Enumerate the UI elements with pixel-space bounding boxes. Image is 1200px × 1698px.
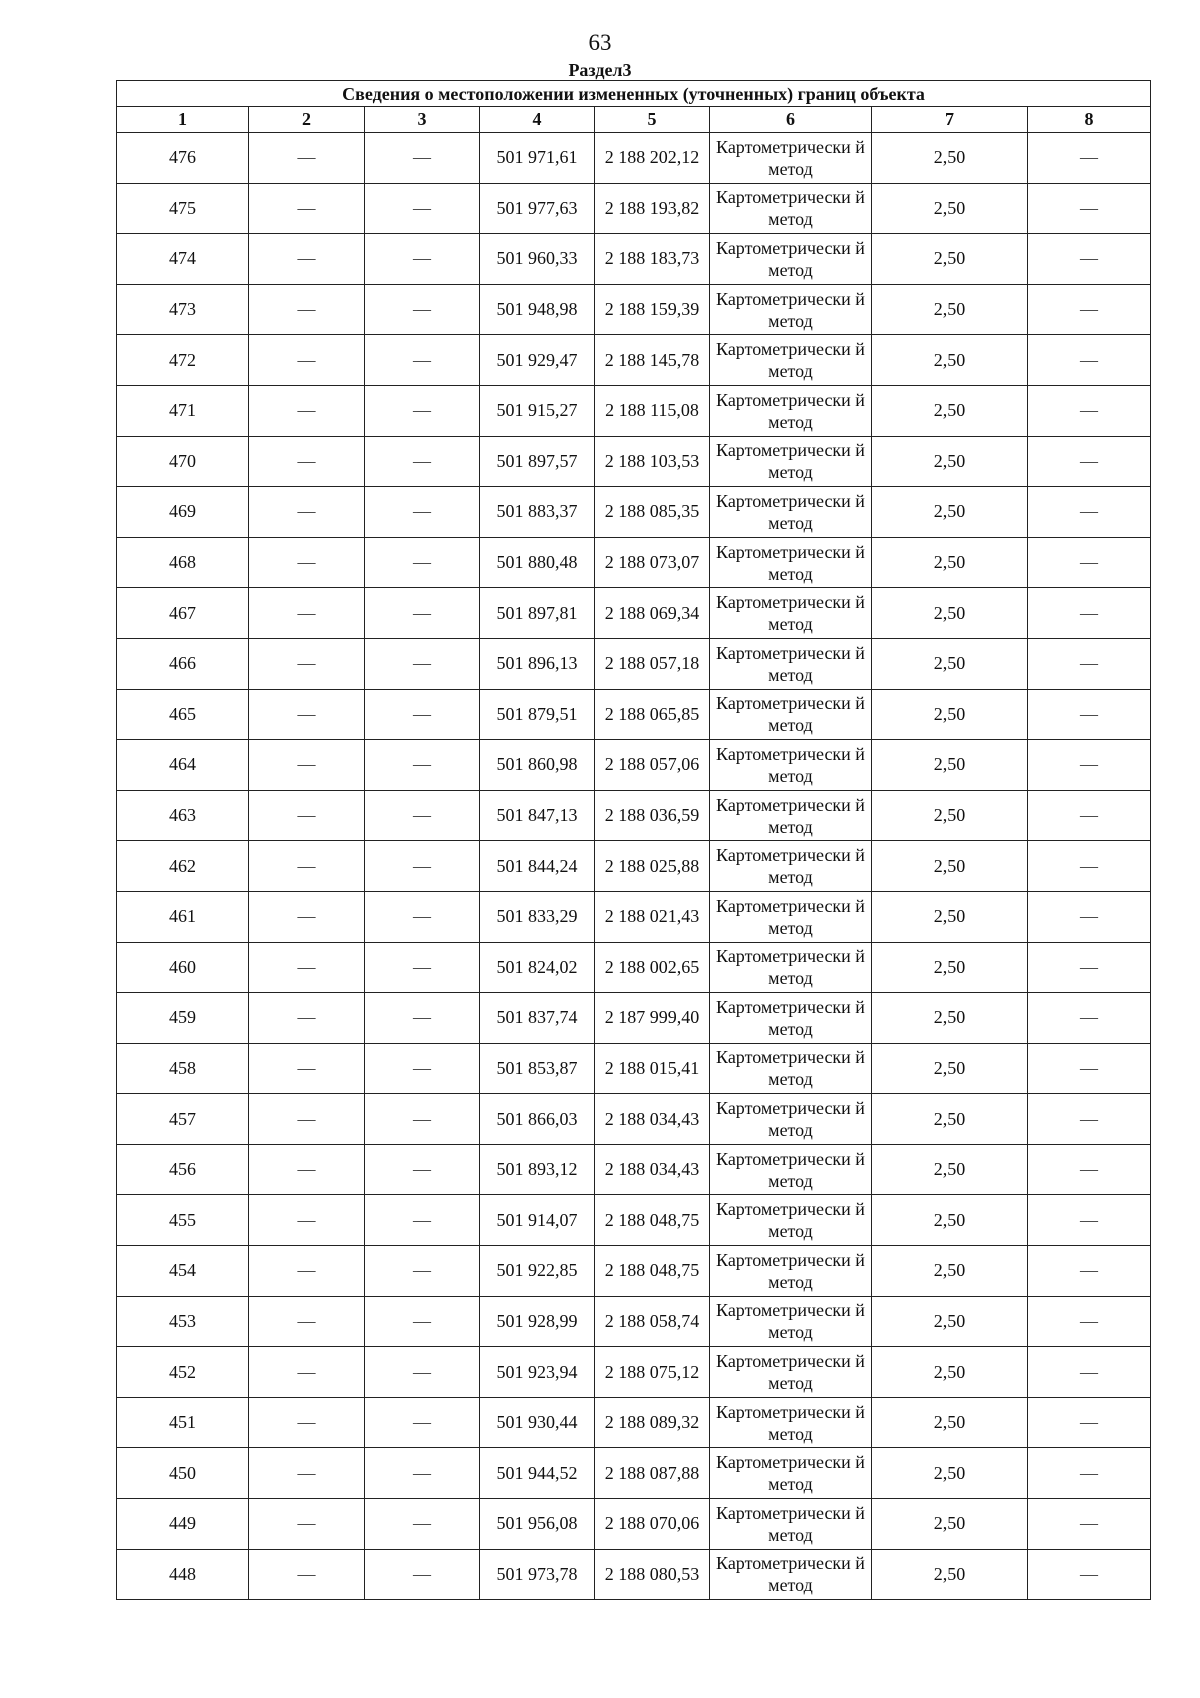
column-8-cell: — (1028, 993, 1151, 1044)
x-coordinate-cell: 501 948,98 (480, 284, 595, 335)
column-3-cell: — (365, 891, 480, 942)
table-row (117, 891, 1151, 942)
accuracy-cell: 2,50 (872, 790, 1028, 841)
point-number-cell: 452 (117, 1347, 249, 1398)
method-cell: Картометрически й метод (710, 1549, 872, 1600)
accuracy-cell: 2,50 (872, 588, 1028, 639)
accuracy-cell: 2,50 (872, 335, 1028, 386)
x-coordinate-cell: 501 960,33 (480, 234, 595, 285)
column-8-cell: — (1028, 1397, 1151, 1448)
y-coordinate-cell: 2 188 015,41 (595, 1043, 710, 1094)
column-3-cell: — (365, 588, 480, 639)
column-8-cell: — (1028, 284, 1151, 335)
column-8-cell: — (1028, 1347, 1151, 1398)
column-3-cell: — (365, 841, 480, 892)
y-coordinate-cell: 2 188 057,06 (595, 740, 710, 791)
column-8-cell: — (1028, 740, 1151, 791)
column-2-cell: — (249, 588, 365, 639)
y-coordinate-cell: 2 188 183,73 (595, 234, 710, 285)
column-2-cell: — (249, 740, 365, 791)
accuracy-cell: 2,50 (872, 133, 1028, 184)
column-number-row (117, 107, 1151, 133)
column-3-cell: — (365, 234, 480, 285)
y-coordinate-cell: 2 188 002,65 (595, 942, 710, 993)
point-number-cell: 468 (117, 537, 249, 588)
column-2-cell: — (249, 1499, 365, 1550)
table-row (117, 993, 1151, 1044)
column-3-cell: — (365, 1347, 480, 1398)
column-2-cell: — (249, 1094, 365, 1145)
x-coordinate-cell: 501 977,63 (480, 183, 595, 234)
column-8-cell: — (1028, 537, 1151, 588)
point-number-cell: 449 (117, 1499, 249, 1550)
table-row (117, 790, 1151, 841)
point-number-cell: 450 (117, 1448, 249, 1499)
point-number-cell: 461 (117, 891, 249, 942)
column-3-cell: — (365, 1195, 480, 1246)
column-8-cell: — (1028, 436, 1151, 487)
section-title: Раздел3 (568, 60, 632, 80)
table-row (117, 335, 1151, 386)
method-cell: Картометрически й метод (710, 891, 872, 942)
x-coordinate-cell: 501 971,61 (480, 133, 595, 184)
column-8-cell: — (1028, 1549, 1151, 1600)
point-number-cell: 475 (117, 183, 249, 234)
x-coordinate-cell: 501 880,48 (480, 537, 595, 588)
column-2-cell: — (249, 1144, 365, 1195)
coordinates-table (116, 80, 1151, 1600)
method-cell: Картометрически й метод (710, 790, 872, 841)
column-number-3: 3 (365, 107, 480, 133)
column-8-cell: — (1028, 1144, 1151, 1195)
method-cell: Картометрически й метод (710, 740, 872, 791)
column-number-4: 4 (480, 107, 595, 133)
method-cell: Картометрически й метод (710, 942, 872, 993)
x-coordinate-cell: 501 897,81 (480, 588, 595, 639)
accuracy-cell: 2,50 (872, 638, 1028, 689)
column-8-cell: — (1028, 638, 1151, 689)
accuracy-cell: 2,50 (872, 993, 1028, 1044)
table-row (117, 1397, 1151, 1448)
x-coordinate-cell: 501 844,24 (480, 841, 595, 892)
column-3-cell: — (365, 1549, 480, 1600)
accuracy-cell: 2,50 (872, 537, 1028, 588)
accuracy-cell: 2,50 (872, 1043, 1028, 1094)
table-row (117, 1499, 1151, 1550)
column-8-cell: — (1028, 1246, 1151, 1297)
accuracy-cell: 2,50 (872, 436, 1028, 487)
table-row (117, 183, 1151, 234)
column-3-cell: — (365, 942, 480, 993)
accuracy-cell: 2,50 (872, 1296, 1028, 1347)
x-coordinate-cell: 501 956,08 (480, 1499, 595, 1550)
column-8-cell: — (1028, 1296, 1151, 1347)
accuracy-cell: 2,50 (872, 234, 1028, 285)
point-number-cell: 451 (117, 1397, 249, 1448)
y-coordinate-cell: 2 188 073,07 (595, 537, 710, 588)
y-coordinate-cell: 2 188 080,53 (595, 1549, 710, 1600)
accuracy-cell: 2,50 (872, 1499, 1028, 1550)
column-2-cell: — (249, 1043, 365, 1094)
point-number-cell: 459 (117, 993, 249, 1044)
y-coordinate-cell: 2 188 025,88 (595, 841, 710, 892)
point-number-cell: 471 (117, 385, 249, 436)
table-row (117, 1144, 1151, 1195)
column-2-cell: — (249, 891, 365, 942)
accuracy-cell: 2,50 (872, 891, 1028, 942)
method-cell: Картометрически й метод (710, 1397, 872, 1448)
x-coordinate-cell: 501 928,99 (480, 1296, 595, 1347)
table-row (117, 385, 1151, 436)
column-number-7: 7 (872, 107, 1028, 133)
method-cell: Картометрически й метод (710, 335, 872, 386)
y-coordinate-cell: 2 188 034,43 (595, 1094, 710, 1145)
accuracy-cell: 2,50 (872, 1347, 1028, 1398)
method-cell: Картометрически й метод (710, 436, 872, 487)
column-2-cell: — (249, 385, 365, 436)
y-coordinate-cell: 2 188 159,39 (595, 284, 710, 335)
column-3-cell: — (365, 740, 480, 791)
column-3-cell: — (365, 993, 480, 1044)
table-row (117, 1296, 1151, 1347)
column-8-cell: — (1028, 841, 1151, 892)
x-coordinate-cell: 501 866,03 (480, 1094, 595, 1145)
accuracy-cell: 2,50 (872, 1397, 1028, 1448)
column-number-2: 2 (249, 107, 365, 133)
column-8-cell: — (1028, 891, 1151, 942)
x-coordinate-cell: 501 923,94 (480, 1347, 595, 1398)
column-8-cell: — (1028, 790, 1151, 841)
y-coordinate-cell: 2 188 069,34 (595, 588, 710, 639)
column-3-cell: — (365, 1094, 480, 1145)
table-row (117, 588, 1151, 639)
column-8-cell: — (1028, 1094, 1151, 1145)
column-2-cell: — (249, 1448, 365, 1499)
point-number-cell: 454 (117, 1246, 249, 1297)
accuracy-cell: 2,50 (872, 1549, 1028, 1600)
accuracy-cell: 2,50 (872, 841, 1028, 892)
x-coordinate-cell: 501 860,98 (480, 740, 595, 791)
point-number-cell: 476 (117, 133, 249, 184)
method-cell: Картометрически й метод (710, 133, 872, 184)
point-number-cell: 463 (117, 790, 249, 841)
column-8-cell: — (1028, 1499, 1151, 1550)
y-coordinate-cell: 2 187 999,40 (595, 993, 710, 1044)
column-3-cell: — (365, 436, 480, 487)
point-number-cell: 474 (117, 234, 249, 285)
column-3-cell: — (365, 1296, 480, 1347)
accuracy-cell: 2,50 (872, 487, 1028, 538)
column-2-cell: — (249, 993, 365, 1044)
point-number-cell: 465 (117, 689, 249, 740)
column-2-cell: — (249, 183, 365, 234)
x-coordinate-cell: 501 973,78 (480, 1549, 595, 1600)
table-row (117, 1347, 1151, 1398)
table-row (117, 689, 1151, 740)
table-row (117, 1448, 1151, 1499)
column-8-cell: — (1028, 335, 1151, 386)
accuracy-cell: 2,50 (872, 1144, 1028, 1195)
point-number-cell: 473 (117, 284, 249, 335)
point-number-cell: 466 (117, 638, 249, 689)
table-row (117, 1195, 1151, 1246)
column-2-cell: — (249, 284, 365, 335)
column-3-cell: — (365, 487, 480, 538)
method-cell: Картометрически й метод (710, 1246, 872, 1297)
y-coordinate-cell: 2 188 193,82 (595, 183, 710, 234)
column-3-cell: — (365, 638, 480, 689)
column-2-cell: — (249, 790, 365, 841)
y-coordinate-cell: 2 188 202,12 (595, 133, 710, 184)
point-number-cell: 470 (117, 436, 249, 487)
column-3-cell: — (365, 1043, 480, 1094)
table-caption: Сведения о местоположении измененных (уточненных) границ объекта (117, 81, 1151, 107)
column-3-cell: — (365, 133, 480, 184)
column-2-cell: — (249, 1246, 365, 1297)
column-2-cell: — (249, 1549, 365, 1600)
column-3-cell: — (365, 689, 480, 740)
method-cell: Картометрически й метод (710, 1094, 872, 1145)
point-number-cell: 448 (117, 1549, 249, 1600)
column-2-cell: — (249, 436, 365, 487)
column-8-cell: — (1028, 487, 1151, 538)
y-coordinate-cell: 2 188 070,06 (595, 1499, 710, 1550)
column-8-cell: — (1028, 1043, 1151, 1094)
method-cell: Картометрически й метод (710, 284, 872, 335)
table-row (117, 942, 1151, 993)
column-2-cell: — (249, 133, 365, 184)
x-coordinate-cell: 501 824,02 (480, 942, 595, 993)
method-cell: Картометрически й метод (710, 1499, 872, 1550)
x-coordinate-cell: 501 915,27 (480, 385, 595, 436)
method-cell: Картометрически й метод (710, 1195, 872, 1246)
table-row (117, 1246, 1151, 1297)
column-8-cell: — (1028, 1195, 1151, 1246)
method-cell: Картометрически й метод (710, 689, 872, 740)
accuracy-cell: 2,50 (872, 740, 1028, 791)
y-coordinate-cell: 2 188 145,78 (595, 335, 710, 386)
method-cell: Картометрически й метод (710, 385, 872, 436)
point-number-cell: 472 (117, 335, 249, 386)
column-number-5: 5 (595, 107, 710, 133)
column-2-cell: — (249, 841, 365, 892)
column-number-6: 6 (710, 107, 872, 133)
column-3-cell: — (365, 537, 480, 588)
column-2-cell: — (249, 335, 365, 386)
column-8-cell: — (1028, 588, 1151, 639)
table-row (117, 740, 1151, 791)
column-3-cell: — (365, 1448, 480, 1499)
y-coordinate-cell: 2 188 048,75 (595, 1246, 710, 1297)
point-number-cell: 469 (117, 487, 249, 538)
table-body (117, 133, 1151, 1600)
x-coordinate-cell: 501 837,74 (480, 993, 595, 1044)
column-3-cell: — (365, 335, 480, 386)
column-8-cell: — (1028, 183, 1151, 234)
table-row (117, 436, 1151, 487)
y-coordinate-cell: 2 188 021,43 (595, 891, 710, 942)
y-coordinate-cell: 2 188 036,59 (595, 790, 710, 841)
column-2-cell: — (249, 942, 365, 993)
column-3-cell: — (365, 1499, 480, 1550)
accuracy-cell: 2,50 (872, 284, 1028, 335)
x-coordinate-cell: 501 922,85 (480, 1246, 595, 1297)
y-coordinate-cell: 2 188 075,12 (595, 1347, 710, 1398)
column-2-cell: — (249, 1195, 365, 1246)
x-coordinate-cell: 501 853,87 (480, 1043, 595, 1094)
method-cell: Картометрически й метод (710, 1043, 872, 1094)
column-2-cell: — (249, 1296, 365, 1347)
y-coordinate-cell: 2 188 057,18 (595, 638, 710, 689)
accuracy-cell: 2,50 (872, 1246, 1028, 1297)
point-number-cell: 453 (117, 1296, 249, 1347)
point-number-cell: 464 (117, 740, 249, 791)
column-3-cell: — (365, 1397, 480, 1448)
accuracy-cell: 2,50 (872, 1448, 1028, 1499)
point-number-cell: 460 (117, 942, 249, 993)
column-2-cell: — (249, 487, 365, 538)
column-3-cell: — (365, 284, 480, 335)
column-number-1: 1 (117, 107, 249, 133)
x-coordinate-cell: 501 929,47 (480, 335, 595, 386)
table-row (117, 1094, 1151, 1145)
accuracy-cell: 2,50 (872, 689, 1028, 740)
column-8-cell: — (1028, 1448, 1151, 1499)
accuracy-cell: 2,50 (872, 1195, 1028, 1246)
x-coordinate-cell: 501 896,13 (480, 638, 595, 689)
method-cell: Картометрически й метод (710, 1144, 872, 1195)
column-2-cell: — (249, 1397, 365, 1448)
accuracy-cell: 2,50 (872, 183, 1028, 234)
point-number-cell: 457 (117, 1094, 249, 1145)
x-coordinate-cell: 501 833,29 (480, 891, 595, 942)
column-8-cell: — (1028, 385, 1151, 436)
y-coordinate-cell: 2 188 085,35 (595, 487, 710, 538)
table-row (117, 1043, 1151, 1094)
method-cell: Картометрически й метод (710, 1448, 872, 1499)
method-cell: Картометрически й метод (710, 183, 872, 234)
accuracy-cell: 2,50 (872, 385, 1028, 436)
method-cell: Картометрически й метод (710, 841, 872, 892)
column-number-8: 8 (1028, 107, 1151, 133)
x-coordinate-cell: 501 914,07 (480, 1195, 595, 1246)
x-coordinate-cell: 501 897,57 (480, 436, 595, 487)
table-row (117, 284, 1151, 335)
table-row (117, 133, 1151, 184)
column-2-cell: — (249, 638, 365, 689)
y-coordinate-cell: 2 188 065,85 (595, 689, 710, 740)
table-row (117, 234, 1151, 285)
point-number-cell: 467 (117, 588, 249, 639)
column-8-cell: — (1028, 689, 1151, 740)
column-3-cell: — (365, 183, 480, 234)
column-3-cell: — (365, 385, 480, 436)
point-number-cell: 455 (117, 1195, 249, 1246)
y-coordinate-cell: 2 188 115,08 (595, 385, 710, 436)
x-coordinate-cell: 501 893,12 (480, 1144, 595, 1195)
column-2-cell: — (249, 1347, 365, 1398)
column-3-cell: — (365, 1144, 480, 1195)
page-number: 63 (588, 30, 612, 55)
column-8-cell: — (1028, 942, 1151, 993)
point-number-cell: 456 (117, 1144, 249, 1195)
method-cell: Картометрически й метод (710, 588, 872, 639)
method-cell: Картометрически й метод (710, 1296, 872, 1347)
table-row (117, 1549, 1151, 1600)
method-cell: Картометрически й метод (710, 487, 872, 538)
y-coordinate-cell: 2 188 058,74 (595, 1296, 710, 1347)
column-8-cell: — (1028, 133, 1151, 184)
x-coordinate-cell: 501 883,37 (480, 487, 595, 538)
x-coordinate-cell: 501 847,13 (480, 790, 595, 841)
accuracy-cell: 2,50 (872, 942, 1028, 993)
column-2-cell: — (249, 234, 365, 285)
column-8-cell: — (1028, 234, 1151, 285)
point-number-cell: 462 (117, 841, 249, 892)
accuracy-cell: 2,50 (872, 1094, 1028, 1145)
method-cell: Картометрически й метод (710, 234, 872, 285)
point-number-cell: 458 (117, 1043, 249, 1094)
column-3-cell: — (365, 1246, 480, 1297)
y-coordinate-cell: 2 188 034,43 (595, 1144, 710, 1195)
x-coordinate-cell: 501 944,52 (480, 1448, 595, 1499)
method-cell: Картометрически й метод (710, 1347, 872, 1398)
method-cell: Картометрически й метод (710, 537, 872, 588)
x-coordinate-cell: 501 879,51 (480, 689, 595, 740)
method-cell: Картометрически й метод (710, 638, 872, 689)
column-2-cell: — (249, 689, 365, 740)
y-coordinate-cell: 2 188 087,88 (595, 1448, 710, 1499)
table-row (117, 537, 1151, 588)
y-coordinate-cell: 2 188 048,75 (595, 1195, 710, 1246)
column-2-cell: — (249, 537, 365, 588)
column-3-cell: — (365, 790, 480, 841)
y-coordinate-cell: 2 188 103,53 (595, 436, 710, 487)
table-row (117, 841, 1151, 892)
table-row (117, 487, 1151, 538)
method-cell: Картометрически й метод (710, 993, 872, 1044)
y-coordinate-cell: 2 188 089,32 (595, 1397, 710, 1448)
table-row (117, 638, 1151, 689)
x-coordinate-cell: 501 930,44 (480, 1397, 595, 1448)
